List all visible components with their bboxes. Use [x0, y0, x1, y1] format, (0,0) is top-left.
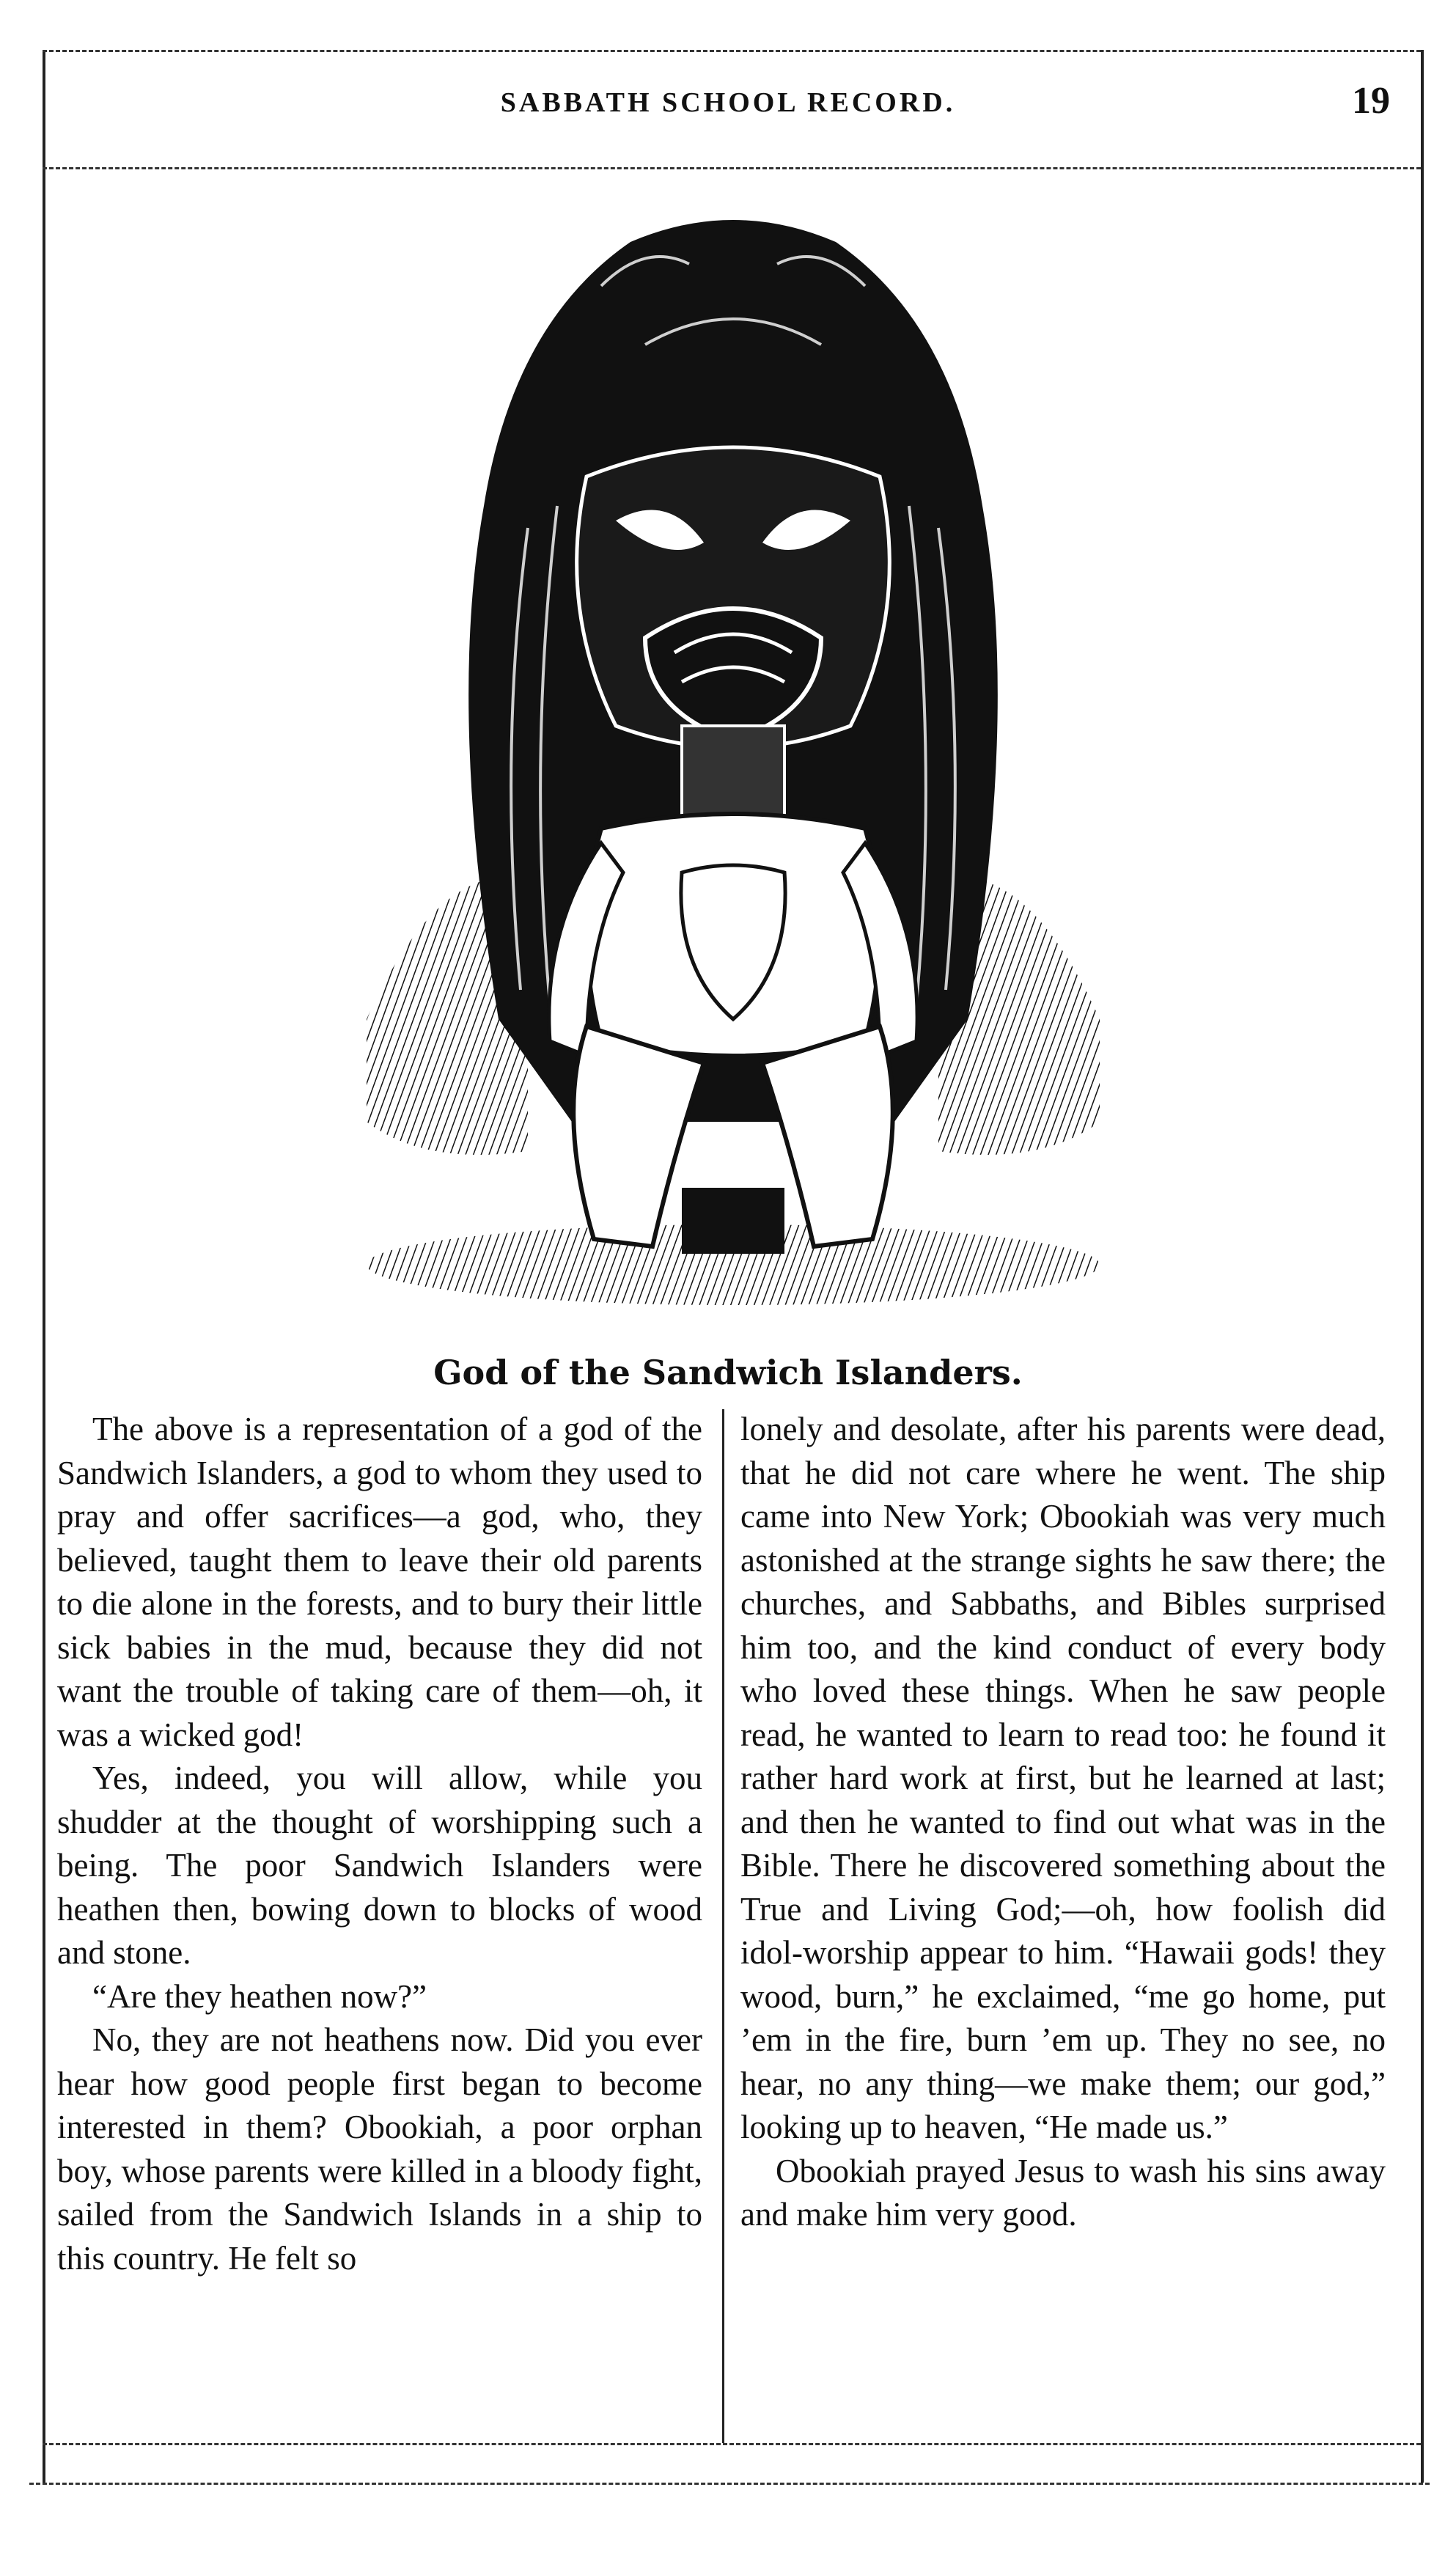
right-column — [740, 1408, 1386, 2237]
left-column — [57, 1408, 702, 2280]
header-underline-rule — [43, 167, 1421, 169]
figure-caption: God of the Sandwich Islanders. — [433, 1353, 1023, 1392]
running-header: SABBATH SCHOOL RECORD. — [500, 87, 956, 118]
paragraph: No, they are not heathens now. Did you ever hear how good people first began to become interested in them? Obookiah, a poor orphan boy, whose parents were killed in a bloody fight, sailed from the Sandwich Islands in a ship to this country. He felt so — [57, 2021, 702, 2277]
column-divider — [722, 1409, 724, 2443]
idol-illustration — [337, 198, 1129, 1327]
paragraph: Yes, indeed, you will allow, while you shudder at the thought of worshipping such a being. The poor Sandwich Islanders were heathen then, bowing down to blocks of wood and stone. — [57, 1760, 702, 1971]
paragraph: lonely and desolate, after his parents were dead, that he did not care where he went. The ship came into New York; Obookiah was very much astonished at the strange sights he saw there; the churches, and Sabbaths, and Bibles surprised him too, and the kind conduct of every body who loved these things. When he saw people read, he wanted to learn to read too: he found it rather hard work at first, but he learned at last; and then he wanted to find out what was in the Bible. There he discovered something about the True and Living God;—oh, how foolish did idol-worship appear to him. “Hawaii gods! they wood, burn,” he exclaimed, “me go home, put ’em in the fire, burn ’em up. They no see, no hear, no any thing—we make them; our god,” looking up to heaven, “He made us.” — [740, 1411, 1386, 2145]
paragraph: The above is a representation of a god of the Sandwich Islanders, a god to whom they used to pray and offer sacrifices—a god, who, they believed, taught them to leave their old parents to die alone in the forests, and to bury their little sick babies in the mud, because they did not want the trouble of taking care of them—oh, it was a wicked god! — [57, 1411, 702, 1753]
top-border-rule — [43, 50, 1421, 52]
carved-idol-engraving-icon — [337, 198, 1129, 1327]
bottom-outer-rule — [29, 2483, 1430, 2485]
paragraph: Obookiah prayed Jesus to wash his sins away and make him very good. — [740, 2152, 1386, 2233]
bottom-border-rule — [43, 2443, 1421, 2445]
paragraph: “Are they heathen now?” — [92, 1977, 427, 2015]
page-number: 19 — [1352, 80, 1390, 122]
